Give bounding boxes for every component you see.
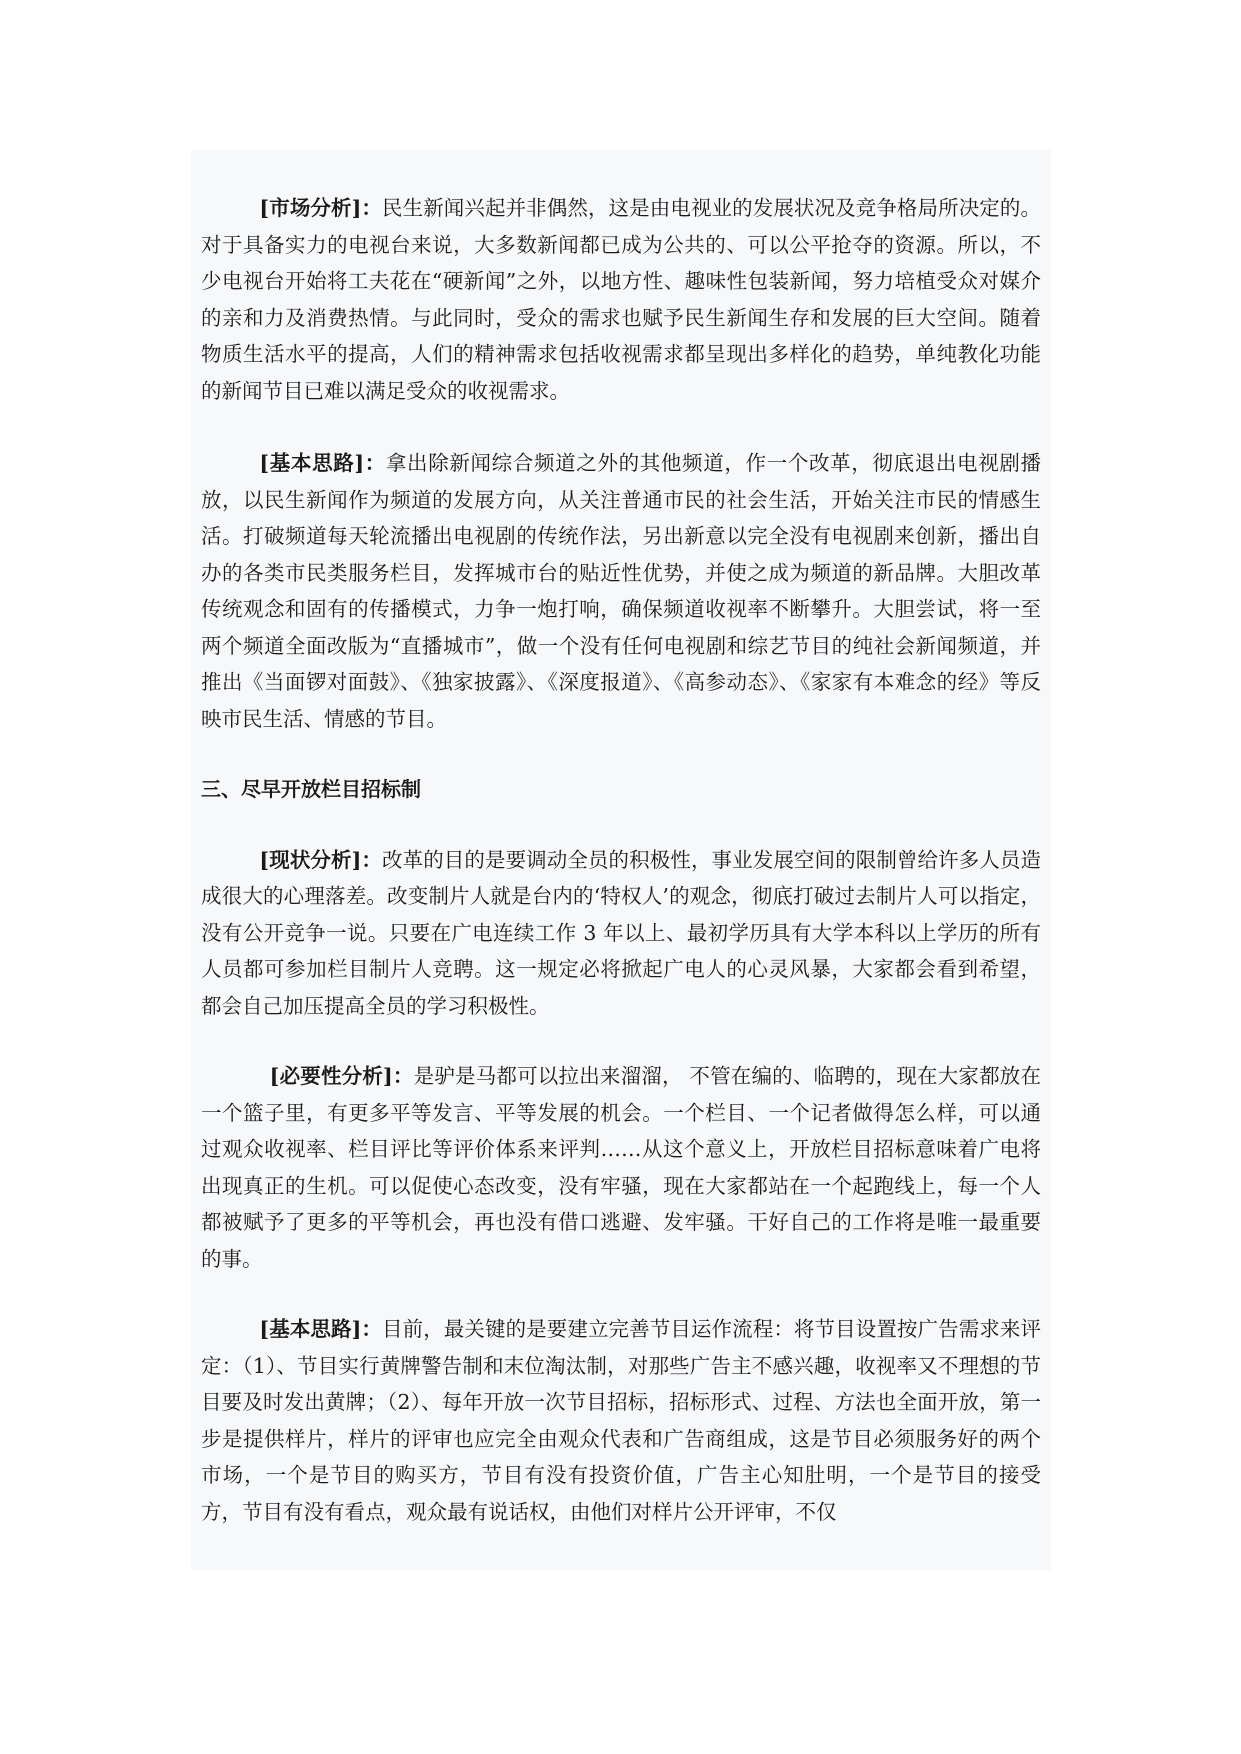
paragraph-basic-approach (201, 445, 1041, 737)
paragraph-label: [基本思路]： (259, 451, 386, 475)
paragraph-text: 是驴是马都可以拉出来溜溜， 不管在编的、临聘的，现在大家都放在一个篮子里，有更多平等发言、平等发展的机会。一个栏目、一个记者做得怎么样，可以通过观众收视率、栏目评比等评价体系来评判……从这个意义上，开放栏目招标意味着广电将出现真正的生机。可以促使心态改变，没有牢骚，现在大家都站在一个起跑线上，每一个人都被赋予了更多的平等机会，再也没有借口逃避、发牢骚。干好自己的工作将是唯一最重要的事。 (201, 1064, 1042, 1271)
paragraph-text: 目前，最关键的是要建立完善节目运作流程：将节目设置按广告需求来评定：（1）、节目实行黄牌警告制和末位淘汰制，对那些广告主不感兴趣，收视率又不理想的节目要及时发出黄牌；（2）、每年开放一次节目招标，招标形式、过程、方法也全面开放，第一步是提供样片，样片的评审也应完全由观众代表和广告商组成，这是节目必须服务好的两个市场，一个是节目的购买方，节目有没有投资价值，广告主心知肚明，一个是节目的接受方，节目有没有看点，观众最有说话权，由他们对样片公开评审，不仅 (201, 1317, 1041, 1524)
section-heading: 三、尽早开放栏目招标制 (201, 777, 421, 801)
paragraph-market-analysis (201, 190, 1041, 409)
paragraph-label: [必要性分析]： (269, 1064, 414, 1088)
paragraph-label: [市场分析]： (259, 196, 382, 220)
paragraph-text: 拿出除新闻综合频道之外的其他频道，作一个改革，彻底退出电视剧播放，以民生新闻作为频道的发展方向，从关注普通市民的社会生活，开始关注市民的情感生活。打破频道每天轮流播出电视剧的传统作法，另出新意以完全没有电视剧来创新，播出自办的各类市民类服务栏目，发挥城市台的贴近性优势，并使之成为频道的新品牌。大胆改革传统观念和固有的传播模式，力争一炮打响，确保频道收视率不断攀升。大胆尝试，将一至两个频道全面改版为“直播城市”，做一个没有任何电视剧和综艺节目的纯社会新闻频道，并推出《当面锣对面鼓》、《独家披露》、《深度报道》、《高参动态》、《家家有本难念的经》等反映市民生活、情感的节目。 (201, 451, 1042, 731)
paragraph-text: 民生新闻兴起并非偶然，这是由电视业的发展状况及竞争格局所决定的。对于具备实力的电视台来说，大多数新闻都已成为公共的、可以公平抢夺的资源。所以，不少电视台开始将工夫花在“硬新闻”之外，以地方性、趣味性包装新闻，努力培植受众对媒介的亲和力及消费热情。与此同时，受众的需求也赋予民生新闻生存和发展的巨大空间。随着物质生活水平的提高，人们的精神需求包括收视需求都呈现出多样化的趋势，单纯教化功能的新闻节目已难以满足受众的收视需求。 (201, 196, 1041, 403)
paragraph-text: 改革的目的是要调动全员的积极性，事业发展空间的限制曾给许多人员造成很大的心理落差。改变制片人就是台内的‘特权人’的观念，彻底打破过去制片人可以指定，没有公开竞争一说。只要在广电连续工作 3 年以上、最初学历具有大学本科以上学历的所有人员都可参加栏目制片人竞聘。这一规定必将掀起广电人的心灵风暴，大家都会看到希望，都会自己加压提高全员的学习积极性。 (201, 847, 1041, 1018)
paragraph-basic-approach-2 (201, 1311, 1041, 1530)
document-page (191, 150, 1051, 1570)
paragraph-label: [基本思路]： (259, 1317, 382, 1341)
paragraph-status-analysis (201, 842, 1041, 1025)
paragraph-label: [现状分析]： (259, 847, 382, 872)
paragraph-necessity-analysis (201, 1058, 1041, 1277)
